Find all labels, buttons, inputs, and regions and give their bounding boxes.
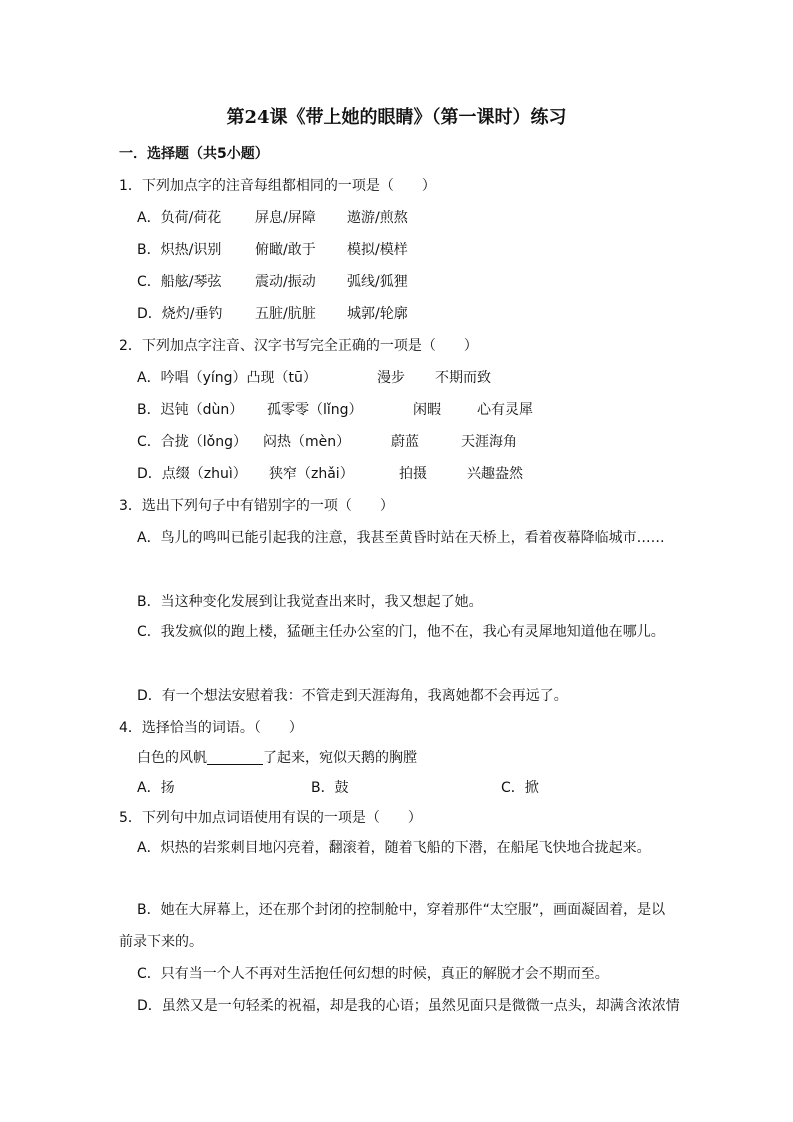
- q4-option-a: A．扬: [137, 780, 175, 796]
- q1-option-d: [137, 304, 408, 324]
- q4-blank: [207, 750, 263, 766]
- question-1-stem: 1．下列加点字的注音每组都相同的一项是（ ）: [119, 178, 436, 194]
- q2-option-a: [137, 368, 491, 388]
- q2-c-3: 蔚蓝: [391, 434, 419, 450]
- q5-option-b-line1: B．她在大屏幕上，还在那个封闭的控制舱中，穿着那件“太空服”，画面凝固着，是以: [137, 902, 666, 918]
- q3-option-a: A．鸟儿的鸣叫已能引起我的注意，我甚至黄昏时站在天桥上，看着夜幕降临城市……: [137, 530, 665, 546]
- q2-a-2: 漫步: [377, 370, 405, 386]
- q1-d-2: 五脏/肮脏: [255, 306, 316, 322]
- q4-sentence-pre: 白色的风帆: [137, 750, 207, 766]
- q1-option-b: [137, 240, 408, 260]
- q4-sentence-post: 了起来，宛似天鹅的胸膛: [263, 750, 417, 766]
- q1-c-1: C．船舷/琴弦: [137, 274, 222, 290]
- q3-option-c: C．我发疯似的跑上楼，猛砸主任办公室的门，他不在，我心有灵犀地知道他在哪儿。: [137, 624, 665, 640]
- q4-option-c: C．掀: [501, 780, 539, 796]
- q1-a-3: 遨游/煎熬: [347, 210, 408, 226]
- q2-a-1: A．吟唱（yíng）凸现（tū）: [137, 370, 317, 386]
- q2-b-4: 心有灵犀: [477, 402, 533, 418]
- q1-d-3: 城郭/轮廓: [347, 306, 408, 322]
- q2-d-1: D．点缀（zhuì）: [137, 466, 247, 482]
- q1-option-c: [137, 272, 408, 292]
- q2-option-c: [137, 432, 517, 452]
- q1-option-a: [137, 208, 408, 228]
- q3-option-d: D．有一个想法安慰着我：不管走到天涯海角，我离她都不会再远了。: [137, 688, 568, 704]
- q1-a-1: A．负荷/荷花: [137, 210, 222, 226]
- page-title: 第24课《带上她的眼睛》（第一课时）练习: [226, 107, 567, 128]
- q2-d-3: 拍摄: [399, 466, 427, 482]
- q1-b-1: B．炽热/识别: [137, 242, 222, 258]
- q4-option-b: B．鼓: [311, 780, 349, 796]
- q2-a-3: 不期而致: [435, 370, 491, 386]
- q4-sentence: [137, 748, 417, 768]
- q2-c-1: C．合拢（lǒng）: [137, 434, 247, 450]
- q1-b-2: 俯瞰/敢于: [255, 242, 316, 258]
- q2-c-2: 闷热（mèn）: [263, 434, 351, 450]
- q2-c-4: 天涯海角: [461, 434, 517, 450]
- q1-c-3: 弧线/狐狸: [347, 274, 408, 290]
- q2-b-1: B．迟钝（dùn）: [137, 402, 244, 418]
- q5-option-a: A．炽热的岩浆刺目地闪亮着，翻滚着，随着飞船的下潜，在船尾飞快地合拢起来。: [137, 840, 651, 856]
- q1-a-2: 屏息/屏障: [255, 210, 316, 226]
- q5-option-b-line2: 前录下来的。: [119, 934, 203, 950]
- q4-options: [137, 778, 539, 798]
- question-3-stem: 3．选出下列句子中有错别字的一项（ ）: [119, 498, 394, 514]
- q2-b-3: 闲暇: [413, 402, 441, 418]
- question-2-stem: 2．下列加点字注音、汉字书写完全正确的一项是（ ）: [119, 338, 478, 354]
- q1-d-1: D．烧灼/垂钓: [137, 306, 223, 322]
- q2-b-2: 孤零零（lǐng）: [267, 402, 363, 418]
- question-5-stem: 5．下列句中加点词语使用有误的一项是（ ）: [119, 810, 422, 826]
- q1-c-2: 震动/振动: [255, 274, 316, 290]
- q5-option-d: D．虽然又是一句轻柔的祝福，却是我的心语；虽然见面只是微微一点头，却满含浓浓情: [137, 998, 680, 1014]
- section-heading: 一．选择题（共5小题）: [119, 146, 269, 162]
- q2-d-4: 兴趣盎然: [467, 466, 523, 482]
- q3-option-b: B．当这种变化发展到让我觉查出来时，我又想起了她。: [137, 594, 483, 610]
- q5-option-c: C．只有当一个人不再对生活抱任何幻想的时候，真正的解脱才会不期而至。: [137, 966, 609, 982]
- q2-d-2: 狭窄（zhǎi）: [269, 466, 354, 482]
- q2-option-d: [137, 464, 523, 484]
- question-4-stem: 4．选择恰当的词语。（ ）: [119, 720, 303, 736]
- q1-b-3: 模拟/模样: [347, 242, 408, 258]
- q2-option-b: [137, 400, 533, 420]
